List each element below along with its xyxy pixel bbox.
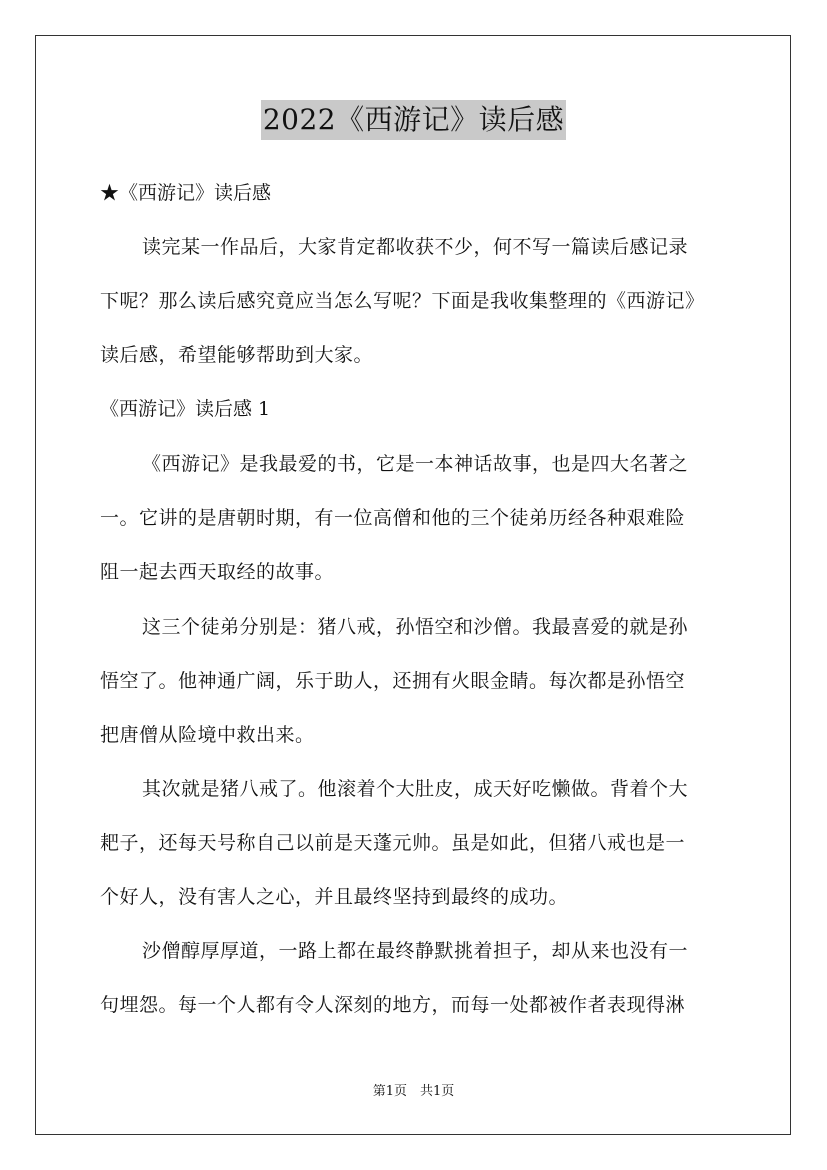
paragraph-line: 个好人，没有害人之心，并且最终坚持到最终的成功。 [100,886,569,908]
paragraph-line: 悟空了。他神通广阔，乐于助人，还拥有火眼金睛。每次都是孙悟空 [100,670,686,692]
paragraph-line: 《西游记》是我最爱的书，它是一本神话故事，也是四大名著之 [142,453,689,475]
intro-line: 读后感，希望能够帮助到大家。 [100,344,374,366]
intro-line: 读完某一作品后，大家肯定都收获不少，何不写一篇读后感记录 [142,236,689,258]
paragraph-1 [100,437,728,599]
section-heading: 《西游记》读后感 1 [100,398,271,420]
document-subtitle: ★《西游记》读后感 [100,182,272,204]
document-title: 2022《西游记》读后感 [261,100,566,140]
intro-line: 下呢？那么读后感究竟应当怎么写呢？下面是我收集整理的《西游记》 [100,290,705,312]
paragraph-2 [100,600,728,762]
paragraph-line: 一。它讲的是唐朝时期，有一位高僧和他的三个徒弟历经各种艰难险 [100,507,686,529]
paragraph-line: 这三个徒弟分别是：猪八戒，孙悟空和沙僧。我最喜爱的就是孙 [142,616,689,638]
paragraph-line: 把唐僧从险境中救出来。 [100,724,315,746]
paragraph-line: 其次就是猪八戒了。他滚着个大肚皮，成天好吃懒做。背着个大 [142,778,689,800]
title-container [0,100,827,140]
intro-paragraph [100,220,728,382]
paragraph-3 [100,762,728,924]
paragraph-line: 阻一起去西天取经的故事。 [100,561,335,583]
paragraph-line: 沙僧醇厚厚道，一路上都在最终静默挑着担子，却从来也没有一 [142,940,689,962]
paragraph-4 [100,924,728,1032]
paragraph-line: 耙子，还每天号称自己以前是天蓬元帅。虽是如此，但猪八戒也是一 [100,832,686,854]
page-number-footer: 第1页 共1页 [372,1084,455,1099]
paragraph-line: 句埋怨。每一个人都有令人深刻的地方，而每一处都被作者表现得淋 [100,994,686,1016]
